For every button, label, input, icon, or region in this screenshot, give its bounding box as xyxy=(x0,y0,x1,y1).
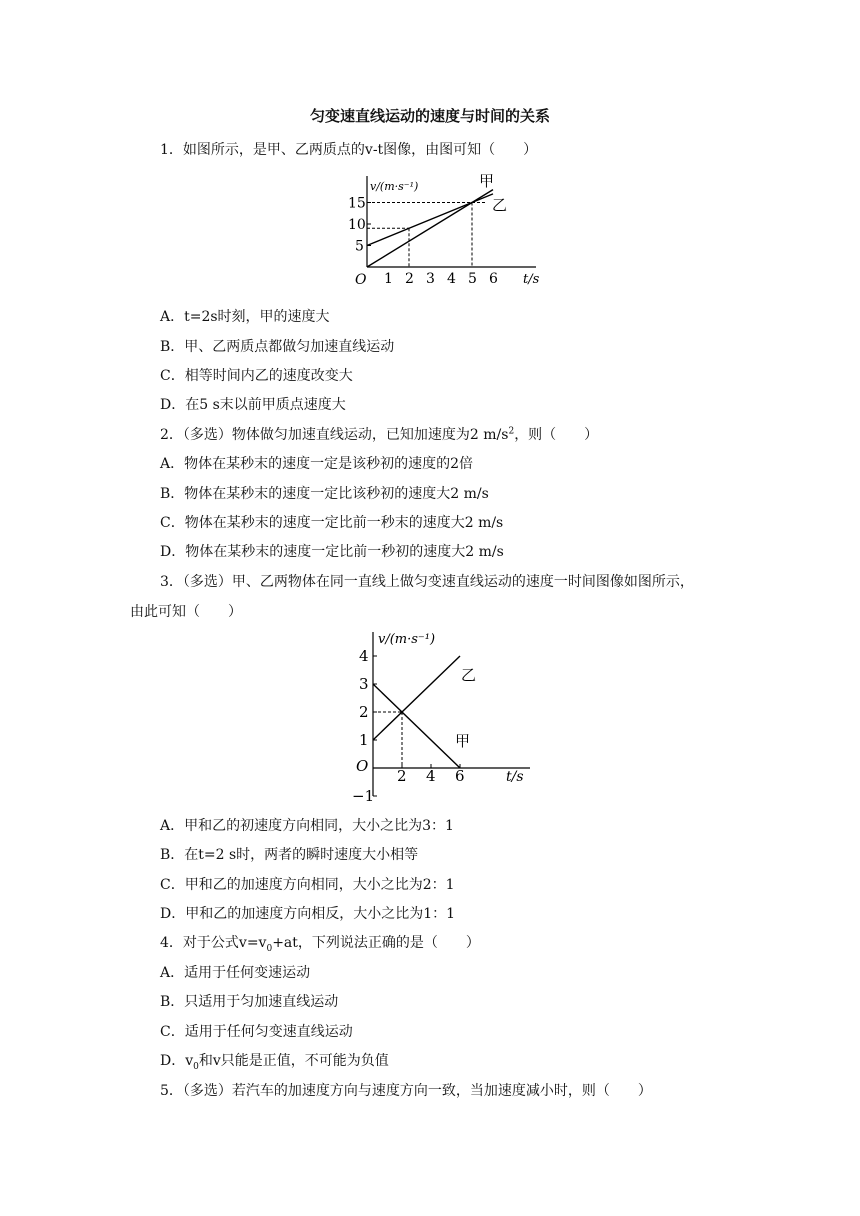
chart1-x-tick-label: 6 xyxy=(489,271,498,287)
q1-option-b: B．甲、乙两质点都做匀加速直线运动 xyxy=(160,339,395,355)
chart1-y-tick-label: 15 xyxy=(348,195,366,212)
q3-option-d: D．甲和乙的加速度方向相反，大小之比为1：1 xyxy=(160,906,456,922)
chart2-y-tick-label: 4 xyxy=(359,647,369,665)
q4-option-a: A．适用于任何变速运动 xyxy=(160,965,311,981)
q2-option-d: D．物体在某秒末的速度一定比前一秒初的速度大2 m/s xyxy=(160,544,504,560)
q4-option-d: D．$v_0$和v只能是正值，不可能为负值 xyxy=(160,1053,389,1072)
page-title: 匀变速直线运动的速度与时间的关系 xyxy=(309,107,550,125)
chart2-series-line-jia xyxy=(373,684,460,768)
q1-option-d: D．在5 s末以前甲质点速度大 xyxy=(160,397,346,413)
q4-option-b: B．只适用于匀加速直线运动 xyxy=(160,994,339,1010)
chart1-x-tick-label: 2 xyxy=(405,271,414,287)
q3-option-a: A．甲和乙的初速度方向相同，大小之比为3：1 xyxy=(160,818,454,834)
chart2-y-tick-label: 1 xyxy=(359,731,369,749)
chart1-x-tick-label: 4 xyxy=(447,271,456,287)
chart1-origin: O xyxy=(355,272,367,288)
chart1-guides xyxy=(367,203,487,268)
chart1-x-tick-label: 1 xyxy=(384,271,393,287)
chart2-series xyxy=(373,656,460,768)
chart1-series-label-jia: 甲 xyxy=(479,172,495,190)
chart-1 xyxy=(350,170,550,290)
chart2-series-label-jia: 甲 xyxy=(455,732,471,750)
q1-option-c: C．相等时间内乙的速度改变大 xyxy=(160,368,353,384)
q1-stem: 1．如图所示，是甲、乙两质点的v-t图像，由图可知（ ） xyxy=(160,142,538,158)
q2-option-a: A．物体在某秒末的速度一定是该秒初的速度的2倍 xyxy=(160,456,474,472)
chart1-ticks xyxy=(348,196,498,288)
q1-option-a: A．t=2s时刻，甲的速度大 xyxy=(160,309,330,325)
chart2-guides xyxy=(373,712,402,768)
chart1-y-tick-label: 5 xyxy=(355,238,364,255)
q3-stem-line1: 3．（多选）甲、乙两物体在同一直线上做匀变速直线运动的速度一时间图像如图所示， xyxy=(160,574,694,590)
chart2-y-tick-label: 3 xyxy=(359,675,369,693)
chart1-x-tick-label: 5 xyxy=(468,271,477,287)
chart2-series-label-yi: 乙 xyxy=(461,666,477,684)
chart2-y-tick-label: −1 xyxy=(352,787,375,805)
chart2-origin: O xyxy=(356,757,369,775)
chart2-x-tick-label: 2 xyxy=(397,767,407,785)
chart1-series-label-yi: 乙 xyxy=(492,196,508,214)
chart2-ylabel: v/(m·s⁻¹) xyxy=(378,632,436,647)
q2-option-b: B．物体在某秒末的速度一定比该秒初的速度大2 m/s xyxy=(160,486,489,502)
chart1-x-tick-label: 3 xyxy=(426,271,435,287)
q2-option-c: C．物体在某秒末的速度一定比前一秒末的速度大2 m/s xyxy=(160,515,504,531)
q5-stem: 5．（多选）若汽车的加速度方向与速度方向一致，当加速度减小时，则（ ） xyxy=(160,1083,652,1099)
q3-stem-line2: 由此可知（ ） xyxy=(130,604,242,620)
q4-option-c: C．适用于任何匀变速直线运动 xyxy=(160,1024,353,1040)
chart2-series-line-yi xyxy=(373,656,460,740)
chart2-x-tick-label: 6 xyxy=(455,767,465,785)
chart1-xlabel: t/s xyxy=(523,272,540,287)
chart1-series-line-yi xyxy=(367,194,493,246)
q2-stem: 2．（多选）物体做匀加速直线运动，已知加速度为2 $m/s^2$，则（ ） xyxy=(160,426,599,443)
q4-stem: 4．对于公式$v=v_0+at$，下列说法正确的是（ ） xyxy=(160,935,480,954)
chart2-x-tick-label: 4 xyxy=(426,767,436,785)
chart1-y-tick-label: 10 xyxy=(348,217,366,233)
q3-option-c: C．甲和乙的加速度方向相同，大小之比为2：1 xyxy=(160,877,455,893)
q3-option-b: B．在t=2 s时，两者的瞬时速度大小相等 xyxy=(160,847,419,863)
chart2-y-tick-label: 2 xyxy=(359,703,369,721)
chart-2 xyxy=(350,628,540,804)
chart2-ticks xyxy=(352,647,465,805)
chart2-xlabel: t/s xyxy=(506,769,524,785)
chart1-series xyxy=(367,190,493,267)
chart1-ylabel: v/(m·s⁻¹) xyxy=(370,180,419,193)
